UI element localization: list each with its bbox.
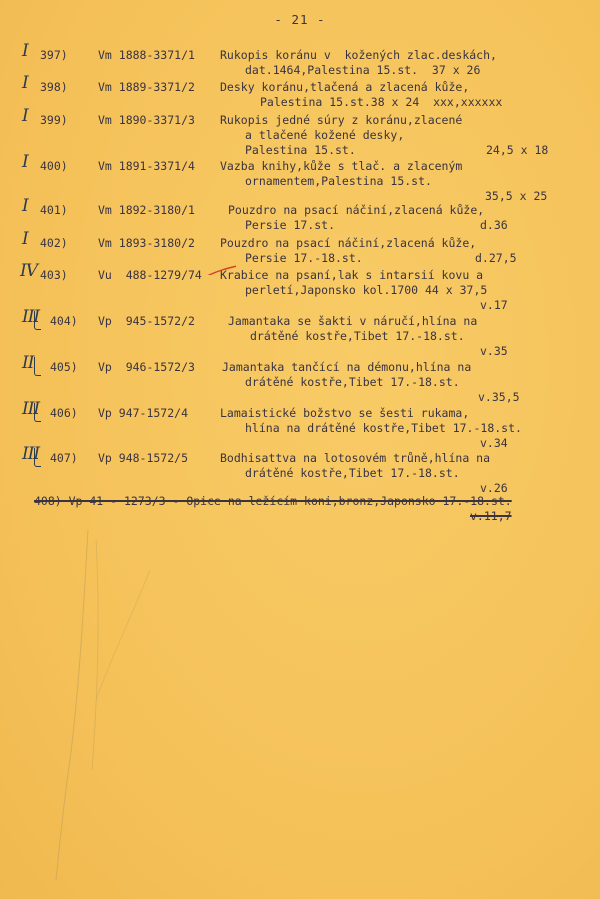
entry-number: 404) xyxy=(50,314,78,328)
handwritten-mark: III xyxy=(22,444,40,464)
inventory-number: Vm 1893-3180/2 xyxy=(98,236,195,250)
description-line: dat.1464,Palestina 15.st. 37 x 26 xyxy=(245,63,481,77)
description-line: Desky koránu,tlačená a zlacená kůže, xyxy=(220,80,470,94)
entry-number: 407) xyxy=(50,451,78,465)
description-line: Lamaistické božstvo se šesti rukama, xyxy=(220,406,470,420)
dimensions: v.35,5 xyxy=(478,390,520,404)
dimensions: 24,5 x 18 xyxy=(486,143,549,157)
description-line: drátěné kostře,Tibet 17.-18.st. xyxy=(245,466,460,480)
entry-number: 402) xyxy=(40,236,68,250)
dimensions: v.26 xyxy=(480,481,508,495)
handwritten-mark: III xyxy=(22,399,40,419)
description-line: hlína na drátěné kostře,Tibet 17.-18.st. xyxy=(245,421,522,435)
description-line: ornamentem,Palestina 15.st. xyxy=(245,174,432,188)
description-line: Jamantaka se šakti v náručí,hlína na xyxy=(228,314,478,328)
entry-number: 405) xyxy=(50,360,78,374)
entry-number: 406) xyxy=(50,406,78,420)
description-line: Palestina 15.st.38 x 24 xxx,xxxxxx xyxy=(260,95,503,109)
bracket-mark xyxy=(34,311,41,330)
description-line: Persie 17.-18.st. xyxy=(245,251,363,265)
handwritten-mark: I xyxy=(22,73,28,93)
description-line: drátěné kostře,Tibet 17.-18.st. xyxy=(250,329,465,343)
description-line: Pouzdro na psací náčiní,zlacená kůže, xyxy=(228,203,485,217)
description-line: Bodhisattva na lotosovém trůně,hlína na xyxy=(220,451,491,465)
description-line: a tlačené kožené desky, xyxy=(245,128,405,142)
inventory-number: Vu 488-1279/74 xyxy=(98,268,202,282)
dimensions: d.27,5 xyxy=(475,251,517,265)
dimensions: v.35 xyxy=(480,344,508,358)
handwritten-mark: III xyxy=(22,307,40,327)
description-line: Persie 17.st. xyxy=(245,218,336,232)
inventory-number: Vm 1888-3371/1 xyxy=(98,48,195,62)
entry-number: 401) xyxy=(40,203,68,217)
dimensions: 35,5 x 25 xyxy=(485,189,548,203)
handwritten-mark: I xyxy=(22,152,28,172)
struck-dimensions: v.11,7 xyxy=(470,509,512,523)
inventory-number: Vm 1889-3371/2 xyxy=(98,80,195,94)
bracket-mark xyxy=(34,357,41,376)
entry-number: 403) xyxy=(40,268,68,282)
handwritten-mark: II xyxy=(22,353,34,373)
handwritten-mark: I xyxy=(22,196,28,216)
inventory-number: Vp 946-1572/3 xyxy=(98,360,195,374)
entry-number: 400) xyxy=(40,159,68,173)
inventory-number: Vm 1890-3371/3 xyxy=(98,113,195,127)
description-line: Rukopis jedné súry z koránu,zlacené xyxy=(220,113,463,127)
description-line: Palestina 15.st. xyxy=(245,143,356,157)
entry-number: 398) xyxy=(40,80,68,94)
bracket-mark xyxy=(34,403,41,422)
description-line: Vazba knihy,kůže s tlač. a zlaceným xyxy=(220,159,463,173)
page-number: - 21 - xyxy=(274,12,326,27)
inventory-number: Vp 945-1572/2 xyxy=(98,314,195,328)
description-line: Krabice na psaní,lak s intarsií kovu a xyxy=(220,268,484,282)
inventory-number: Vp 948-1572/5 xyxy=(98,451,189,465)
inventory-number: Vm 1892-3180/1 xyxy=(98,203,195,217)
description-line: Rukopis koránu v kožených zlac.deskách, xyxy=(220,48,497,62)
red-tick-mark xyxy=(196,261,236,275)
handwritten-mark: I xyxy=(22,41,28,61)
inventory-number: Vp 947-1572/4 xyxy=(98,406,189,420)
struck-description-line: 408) Vp 41 - 1273/3 - Opice na ležícím koni,bronz,Japonsko 17.-18.st. xyxy=(34,494,512,508)
description-line: drátěné kostře,Tibet 17.-18.st. xyxy=(245,375,460,389)
description-line: Jamantaka tančící na démonu,hlína na xyxy=(222,360,472,374)
description-line: perletí,Japonsko kol.1700 44 x 37,5 xyxy=(245,283,488,297)
handwritten-mark: I xyxy=(22,229,28,249)
inventory-number: Vm 1891-3371/4 xyxy=(98,159,195,173)
dimensions: d.36 xyxy=(480,218,508,232)
handwritten-mark: IV xyxy=(20,261,37,281)
entry-number: 397) xyxy=(40,48,68,62)
handwritten-mark: I xyxy=(22,106,28,126)
description-line: Pouzdro na psací náčiní,zlacená kůže, xyxy=(220,236,477,250)
entry-number: 399) xyxy=(40,113,68,127)
dimensions: v.17 xyxy=(480,298,508,312)
dimensions: v.34 xyxy=(480,436,508,450)
bracket-mark xyxy=(34,448,41,467)
